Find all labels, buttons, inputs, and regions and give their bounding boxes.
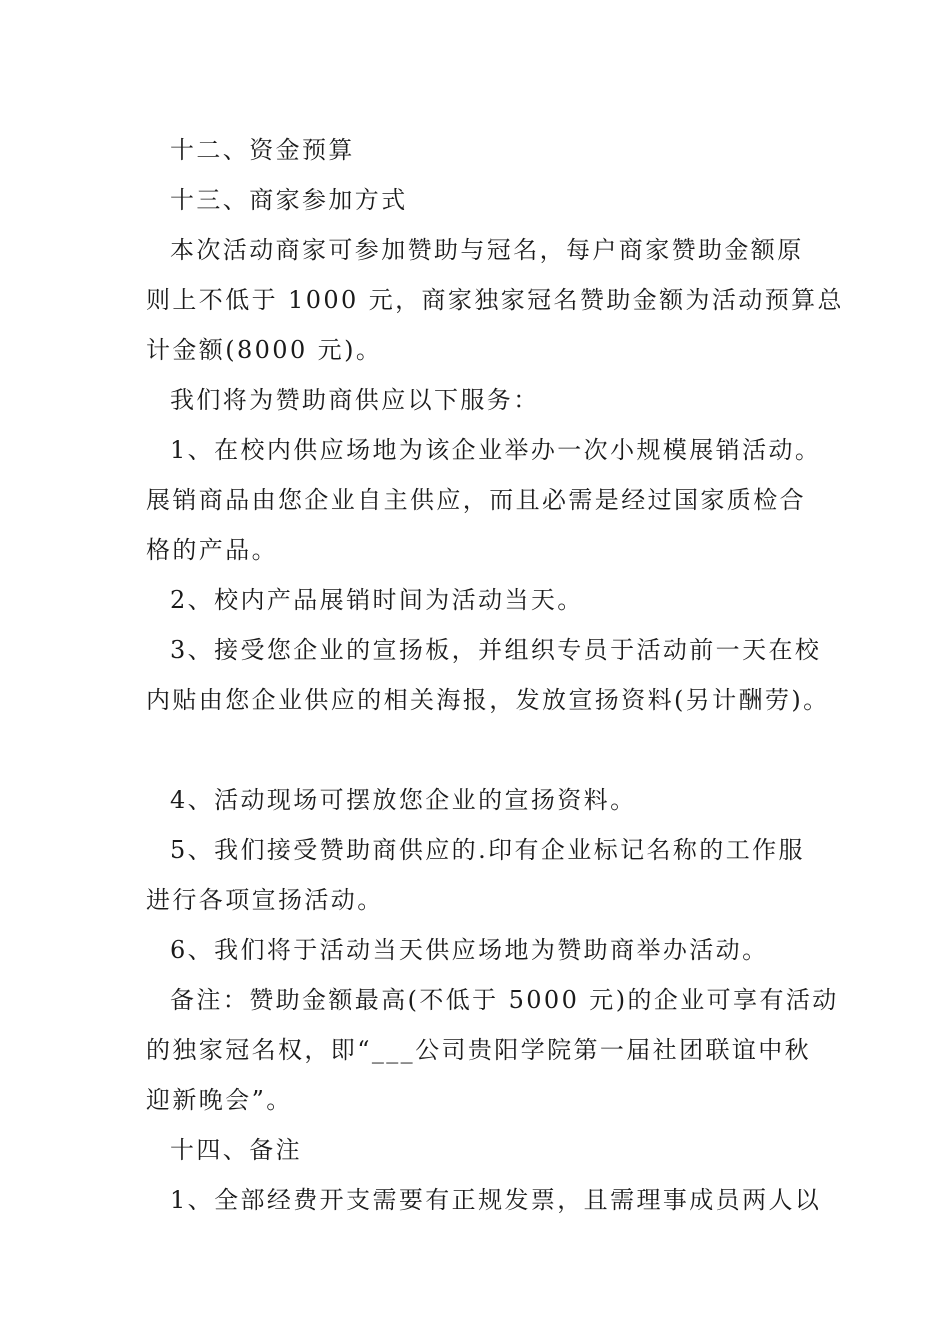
list-item-5: 5、我们接受赞助商供应的.印有企业标记名称的工作服: [170, 836, 805, 864]
paragraph-line: 计金额(8000 元)。: [146, 336, 383, 364]
list-item-3: 3、接受您企业的宣扬板，并组织专员于活动前一天在校: [170, 636, 822, 664]
paragraph-line: 迎新晚会”。: [146, 1086, 293, 1114]
paragraph-line: 展销商品由您企业自主供应，而且必需是经过国家质检合: [146, 486, 806, 514]
paragraph-line: 的独家冠名权，即“___公司贵阳学院第一届社团联谊中秋: [146, 1036, 812, 1064]
list-item-6: 6、我们将于活动当天供应场地为赞助商举办活动。: [170, 936, 769, 964]
list-item-4: 4、活动现场可摆放您企业的宣扬资料。: [170, 786, 637, 814]
paragraph-line: 我们将为赞助商供应以下服务：: [170, 386, 540, 414]
notes-item-1: 1、全部经费开支需要有正规发票，且需理事成员两人以: [170, 1186, 822, 1214]
paragraph-line: 格的产品。: [146, 536, 278, 564]
note-paragraph: 备注：赞助金额最高(不低于 5000 元)的企业可享有活动: [170, 986, 839, 1014]
list-item-2: 2、校内产品展销时间为活动当天。: [170, 586, 584, 614]
document-body: [146, 125, 844, 1225]
paragraph-line: 进行各项宣扬活动。: [146, 886, 384, 914]
paragraph-line: 内贴由您企业供应的相关海报，发放宣扬资料(另计酬劳)。: [146, 686, 830, 714]
list-item-1: 1、在校内供应场地为该企业举办一次小规模展销活动。: [170, 436, 822, 464]
blank-line: [146, 725, 816, 775]
section-heading-notes: 十四、备注: [170, 1136, 302, 1164]
paragraph-line: 则上不低于 1000 元，商家独家冠名赞助金额为活动预算总: [146, 286, 844, 314]
section-heading-participation: 十三、商家参加方式: [170, 186, 408, 214]
paragraph-line: 本次活动商家可参加赞助与冠名，每户商家赞助金额原: [170, 236, 804, 264]
section-heading-budget: 十二、资金预算: [170, 136, 355, 164]
